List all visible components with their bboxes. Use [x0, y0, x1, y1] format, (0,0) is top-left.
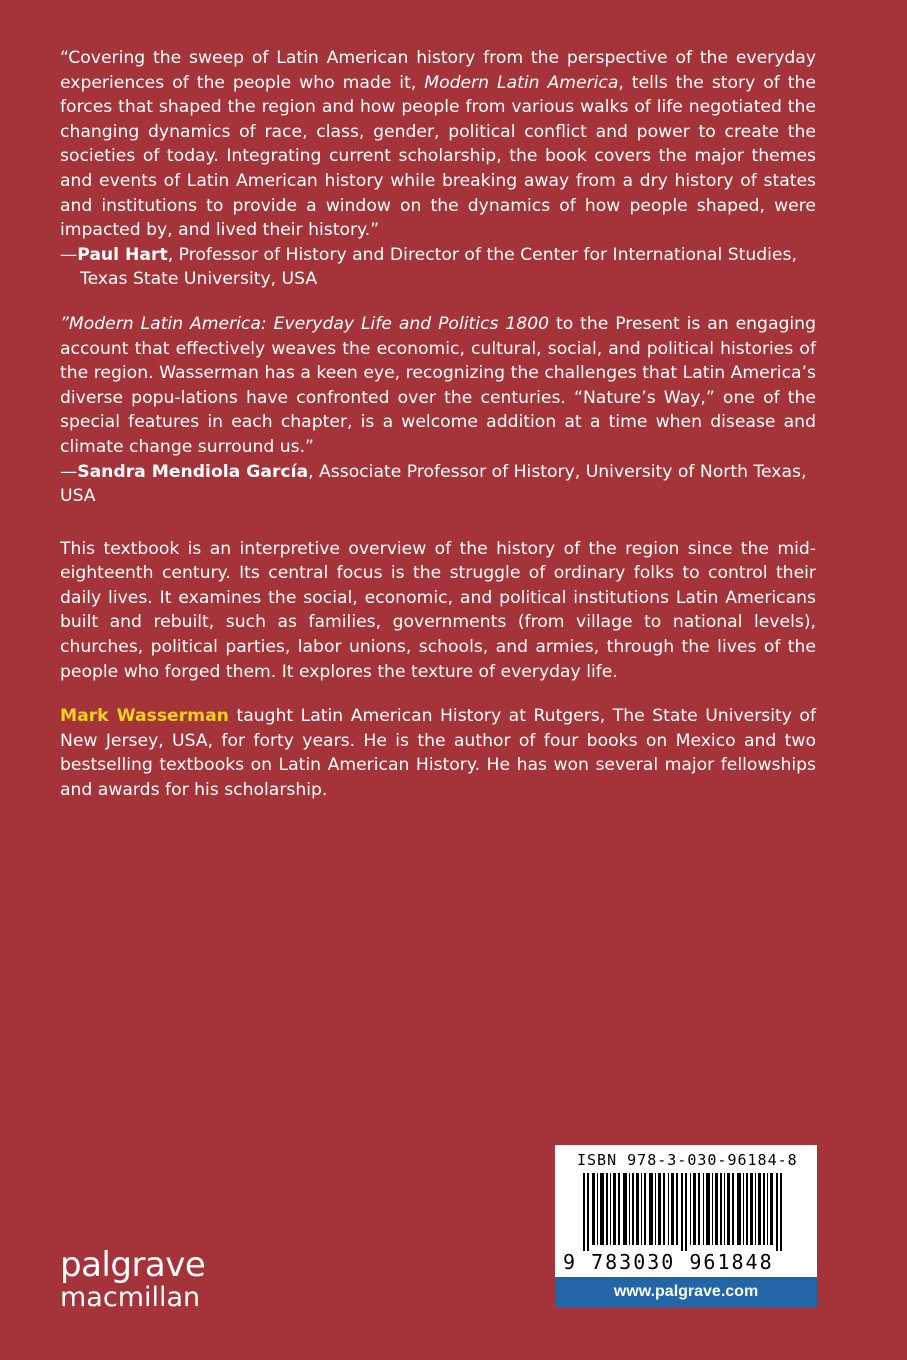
publisher-logo: [60, 1245, 206, 1313]
endorser-name: Paul Hart: [77, 244, 168, 265]
endorsement-attribution-1: —Paul Hart, Professor of History and Director of the Center for International Studies,: [60, 244, 797, 265]
isbn-barcode: [555, 1145, 817, 1307]
barcode-bars: [583, 1173, 788, 1251]
endorsement-attribution-2: —Sandra Mendiola García, Associate Professor of History, University of North Texas, USA: [60, 461, 807, 507]
back-cover-text: [60, 46, 816, 803]
isbn-digits: 9 783030 961848: [563, 1250, 774, 1274]
author-bio: Mark Wasserman taught Latin American History at Rutgers, The State University of New Jersey, USA, for forty years. He is the author of four books on Mexico and two bestselling textbooks on Latin American History. He has won several major fellowships and awards for his scholarship.: [60, 706, 817, 801]
book-description: This textbook is an interpretive overview of the history of the region since the mid-eighteenth century. Its central focus is the struggle of ordinary folks to control their daily lives. It examines the social, economic, and political institutions Latin Americans built and rebuilt, such as families, governments (from village to national levels), churches, political parties, labor unions, schools, and armies, through the lives of the people who forged them. It explores the texture of everyday life.: [60, 538, 816, 682]
endorsement-affiliation-1: Texas State University, USA: [80, 269, 318, 290]
author-name: Mark Wasserman: [60, 706, 229, 727]
publisher-url[interactable]: www.palgrave.com: [555, 1277, 817, 1307]
isbn-label: ISBN 978-3-030-96184-8: [577, 1151, 798, 1169]
endorser-name: Sandra Mendiola García: [77, 461, 309, 482]
endorsement-quote-1: “Covering the sweep of Latin American history from the perspective of the everyday experiences of the people who made it, Modern Latin America, tells the story of the forces that shaped the region and how people from various walks of life negotiated the changing dynamics of race, class, gender, political conflict and power to create the societies of today. Integrating current scholarship, the book covers the major themes and events of Latin American history while breaking away from a dry history of states and institutions to provide a window on the dynamics of how people shaped, were impacted by, and lived their history.”: [60, 48, 816, 241]
logo-line-macmillan: macmillan: [60, 1282, 201, 1313]
endorsement-quote-2: ”Modern Latin America: Everyday Life and Politics 1800 to the Present is an engaging account that effectively weaves the economic, cultural, social, and political histories of the region. Wasserman has a keen eye, recognizing the challenges that Latin America’s diverse popu-lations have confronted over the centuries. “Nature’s Way,” one of the special features in each chapter, is a welcome addition at a time when disease and climate change surround us.”: [60, 313, 816, 457]
logo-line-palgrave: palgrave: [60, 1245, 206, 1285]
